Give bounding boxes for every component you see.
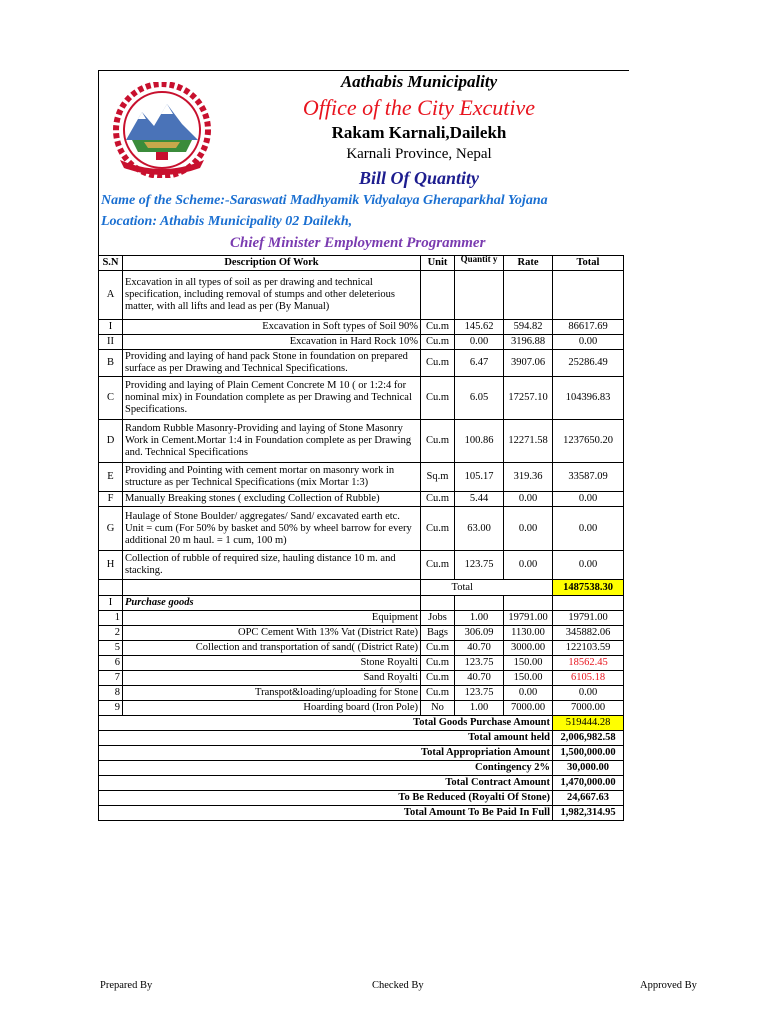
item-description: Excavation in Hard Rock 10% — [123, 335, 421, 350]
purchase-quantity: 306.09 — [455, 626, 504, 641]
summary-label: Contingency 2% — [99, 761, 553, 776]
purchase-total: 7000.00 — [553, 701, 624, 716]
purchase-description: Transpot&loading/uploading for Stone — [123, 686, 421, 701]
summary-row — [99, 806, 624, 821]
purchase-total: 0.00 — [553, 686, 624, 701]
summary-label: Total Goods Purchase Amount — [99, 716, 553, 731]
purchase-rate: 150.00 — [504, 656, 553, 671]
blank-cell — [99, 580, 123, 596]
item-sn: G — [99, 507, 123, 551]
summary-row — [99, 731, 624, 746]
work-total-value: 1487538.30 — [553, 580, 624, 596]
item-description: Providing and laying of Plain Cement Concrete M 10 ( or 1:2:4 for nominal mix) in Foundation complete as per Drawing and Technical Specifications. — [123, 377, 421, 420]
item-description: Providing and Pointing with cement mortar on masonry work in structure as per Technical Specifications (mix Mortar 1:3) — [123, 463, 421, 492]
item-unit: Cu.m — [421, 377, 455, 420]
document-title: Bill Of Quantity — [358, 168, 479, 188]
work-total-row — [99, 580, 624, 596]
purchase-rate: 3000.00 — [504, 641, 553, 656]
summary-row — [99, 761, 624, 776]
purchase-description: OPC Cement With 13% Vat (District Rate) — [123, 626, 421, 641]
item-rate: 17257.10 — [504, 377, 553, 420]
table-row — [99, 271, 624, 320]
boq-table — [98, 255, 624, 821]
summary-row — [99, 746, 624, 761]
item-quantity: 145.62 — [455, 320, 504, 335]
item-sn: A — [99, 271, 123, 320]
item-sn: F — [99, 492, 123, 507]
table-row — [99, 320, 624, 335]
purchase-sn: 6 — [99, 656, 123, 671]
summary-row — [99, 776, 624, 791]
purchase-sn: 8 — [99, 686, 123, 701]
table-row — [99, 335, 624, 350]
purchase-unit: Cu.m — [421, 641, 455, 656]
scheme-name: Name of the Scheme:-Saraswati Madhyamik Vidyalaya Gheraparkhal Yojana — [101, 193, 548, 208]
purchase-total: 19791.00 — [553, 611, 624, 626]
item-total: 0.00 — [553, 551, 624, 580]
summary-value: 519444.28 — [553, 716, 624, 731]
purchase-sn: 5 — [99, 641, 123, 656]
item-description: Random Rubble Masonry-Providing and laying of Stone Masonry Work in Cement.Mortar 1:4 in Foundation complete as per Drawing and. Technical Specifications — [123, 420, 421, 463]
purchase-row — [99, 626, 624, 641]
item-total: 33587.09 — [553, 463, 624, 492]
blank-cell — [504, 580, 553, 596]
purchase-description: Stone Royalti — [123, 656, 421, 671]
item-total: 1237650.20 — [553, 420, 624, 463]
table-row — [99, 377, 624, 420]
purchase-sn: 9 — [99, 701, 123, 716]
item-rate: 3196.88 — [504, 335, 553, 350]
item-quantity: 100.86 — [455, 420, 504, 463]
purchase-sn: 1 — [99, 611, 123, 626]
summary-label: Total Appropriation Amount — [99, 746, 553, 761]
item-sn: E — [99, 463, 123, 492]
summary-row — [99, 716, 624, 731]
item-quantity: 123.75 — [455, 551, 504, 580]
programme-title: Chief Minister Employment Programmer — [230, 235, 486, 251]
item-total: 104396.83 — [553, 377, 624, 420]
municipality-name: Aathabis Municipality — [340, 72, 498, 91]
table-row — [99, 420, 624, 463]
item-rate: 0.00 — [504, 492, 553, 507]
blank-cell — [553, 596, 624, 611]
purchase-unit: Bags — [421, 626, 455, 641]
item-total: 86617.69 — [553, 320, 624, 335]
purchase-rate: 1130.00 — [504, 626, 553, 641]
item-total: 0.00 — [553, 492, 624, 507]
item-quantity: 0.00 — [455, 335, 504, 350]
purchase-description: Collection and transportation of sand( (District Rate) — [123, 641, 421, 656]
item-rate: 594.82 — [504, 320, 553, 335]
purchase-quantity: 40.70 — [455, 641, 504, 656]
purchase-row — [99, 656, 624, 671]
purchase-sn: I — [99, 596, 123, 611]
item-unit: Cu.m — [421, 350, 455, 377]
item-total: 0.00 — [553, 507, 624, 551]
table-row — [99, 551, 624, 580]
item-sn: II — [99, 335, 123, 350]
purchase-unit: Jobs — [421, 611, 455, 626]
item-description: Excavation in Soft types of Soil 90% — [123, 320, 421, 335]
item-quantity: 6.05 — [455, 377, 504, 420]
table-row — [99, 492, 624, 507]
province-name: Karnali Province, Nepal — [346, 146, 492, 162]
purchase-rate: 7000.00 — [504, 701, 553, 716]
item-quantity: 63.00 — [455, 507, 504, 551]
purchase-sn: 2 — [99, 626, 123, 641]
prepared-by-label: Prepared By — [100, 980, 153, 991]
purchase-unit: No — [421, 701, 455, 716]
purchase-rate: 19791.00 — [504, 611, 553, 626]
item-rate: 319.36 — [504, 463, 553, 492]
item-total: 0.00 — [553, 335, 624, 350]
item-unit: Cu.m — [421, 335, 455, 350]
item-unit: Sq.m — [421, 463, 455, 492]
item-quantity: 5.44 — [455, 492, 504, 507]
item-sn: C — [99, 377, 123, 420]
col-header-unit: Unit — [421, 256, 455, 271]
table-header-row — [99, 256, 624, 271]
purchase-description: Hoarding board (Iron Pole) — [123, 701, 421, 716]
purchase-sn: 7 — [99, 671, 123, 686]
purchase-row — [99, 641, 624, 656]
purchase-total: 122103.59 — [553, 641, 624, 656]
purchase-row — [99, 671, 624, 686]
summary-value: 24,667.63 — [553, 791, 624, 806]
summary-label: Total amount held — [99, 731, 553, 746]
col-header-sn: S.N — [99, 256, 123, 271]
item-rate: 12271.58 — [504, 420, 553, 463]
item-rate: 0.00 — [504, 507, 553, 551]
location-text: Location: Athabis Municipality 02 Dailekh, — [101, 214, 353, 229]
table-row — [99, 350, 624, 377]
summary-value: 1,470,000.00 — [553, 776, 624, 791]
item-rate — [504, 271, 553, 320]
item-sn: I — [99, 320, 123, 335]
summary-value: 2,006,982.58 — [553, 731, 624, 746]
item-quantity: 6.47 — [455, 350, 504, 377]
summary-label: Total Amount To Be Paid In Full — [99, 806, 553, 821]
purchase-rate: 150.00 — [504, 671, 553, 686]
item-unit: Cu.m — [421, 551, 455, 580]
item-total: 25286.49 — [553, 350, 624, 377]
purchase-quantity: 1.00 — [455, 701, 504, 716]
purchase-quantity: 1.00 — [455, 611, 504, 626]
table-row — [99, 507, 624, 551]
summary-value: 1,982,314.95 — [553, 806, 624, 821]
item-unit — [421, 271, 455, 320]
checked-by-label: Checked By — [372, 980, 424, 991]
item-description: Manually Breaking stones ( excluding Collection of Rubble) — [123, 492, 421, 507]
item-description: Collection of rubble of required size, hauling distance 10 m. and stacking. — [123, 551, 421, 580]
purchase-quantity: 123.75 — [455, 686, 504, 701]
summary-value: 1,500,000.00 — [553, 746, 624, 761]
item-total — [553, 271, 624, 320]
col-header-rate: Rate — [504, 256, 553, 271]
approved-by-label: Approved By — [640, 980, 697, 991]
purchase-row — [99, 701, 624, 716]
purchase-quantity: 40.70 — [455, 671, 504, 686]
item-rate: 3907.06 — [504, 350, 553, 377]
purchase-total: 6105.18 — [553, 671, 624, 686]
item-description: Excavation in all types of soil as per drawing and technical specification, including removal of stumps and other deleterious matter, with all lifts and lead as per (By Manual) — [123, 271, 421, 320]
purchase-unit: Cu.m — [421, 656, 455, 671]
item-unit: Cu.m — [421, 507, 455, 551]
col-header-quantity: Quantit y — [455, 256, 504, 271]
purchase-row — [99, 611, 624, 626]
blank-cell — [504, 596, 553, 611]
purchase-unit: Cu.m — [421, 686, 455, 701]
purchase-rate: 0.00 — [504, 686, 553, 701]
work-total-label: Total — [421, 580, 504, 596]
item-sn: D — [99, 420, 123, 463]
item-unit: Cu.m — [421, 320, 455, 335]
blank-cell — [455, 596, 504, 611]
item-description: Haulage of Stone Boulder/ aggregates/ Sand/ excavated earth etc. Unit = cum (For 50% by basket and 50% by wheel barrow for every additional 20 m haul. = 1 cum, 100 m) — [123, 507, 421, 551]
purchase-row — [99, 686, 624, 701]
purchase-description: Equipment — [123, 611, 421, 626]
item-quantity — [455, 271, 504, 320]
purchase-goods-header — [99, 596, 624, 611]
col-header-description: Description Of Work — [123, 256, 421, 271]
purchase-total: 18562.45 — [553, 656, 624, 671]
summary-value: 30,000.00 — [553, 761, 624, 776]
item-sn: H — [99, 551, 123, 580]
place-name: Rakam Karnali,Dailekh — [331, 123, 507, 142]
purchase-quantity: 123.75 — [455, 656, 504, 671]
table-row — [99, 463, 624, 492]
item-description: Providing and laying of hand pack Stone in foundation on prepared surface as per Drawing and Technical Specifications. — [123, 350, 421, 377]
item-unit: Cu.m — [421, 420, 455, 463]
purchase-total: 345882.06 — [553, 626, 624, 641]
item-rate: 0.00 — [504, 551, 553, 580]
blank-cell — [421, 596, 455, 611]
summary-row — [99, 791, 624, 806]
item-sn: B — [99, 350, 123, 377]
item-unit: Cu.m — [421, 492, 455, 507]
col-header-total: Total — [553, 256, 624, 271]
purchase-goods-label: Purchase goods — [123, 596, 421, 611]
summary-label: To Be Reduced (Royalti Of Stone) — [99, 791, 553, 806]
office-title: Office of the City Excutive — [302, 95, 536, 120]
purchase-unit: Cu.m — [421, 671, 455, 686]
purchase-description: Sand Royalti — [123, 671, 421, 686]
blank-cell — [123, 580, 421, 596]
summary-label: Total Contract Amount — [99, 776, 553, 791]
item-quantity: 105.17 — [455, 463, 504, 492]
